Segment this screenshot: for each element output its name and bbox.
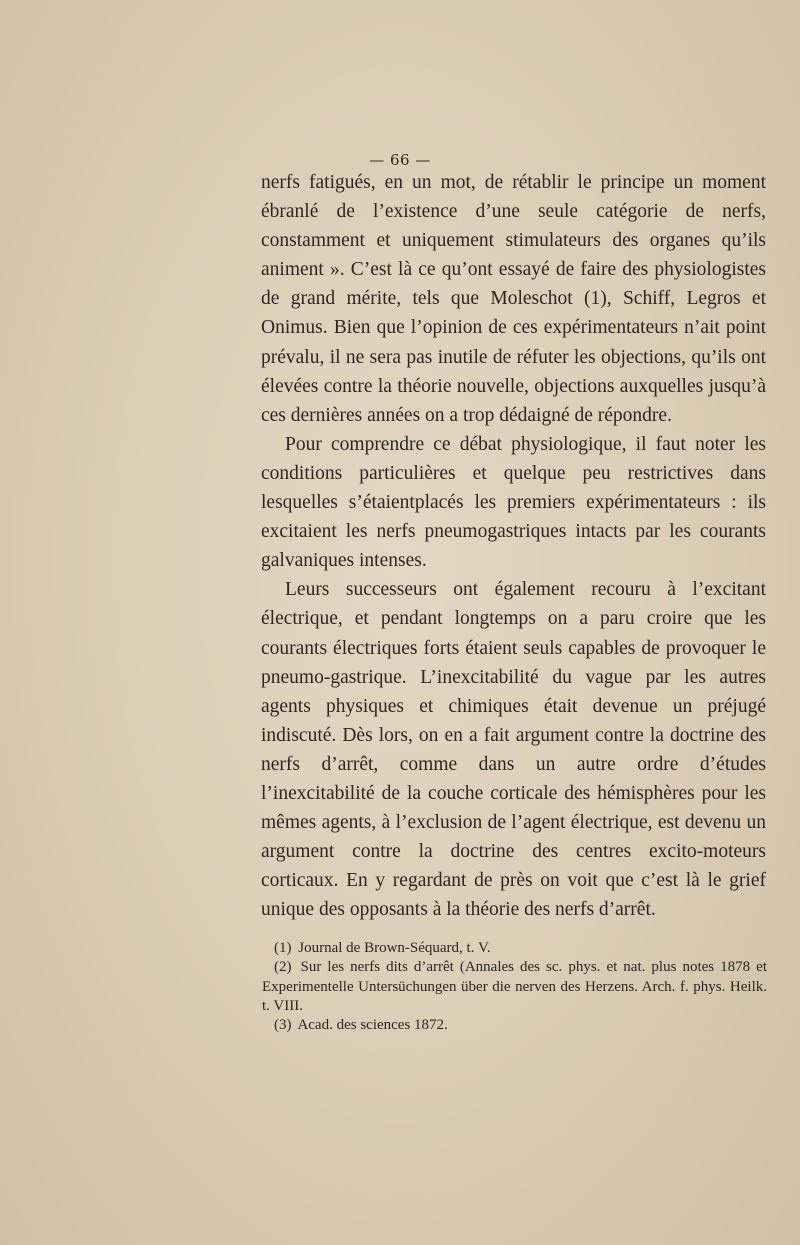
footnotes (262, 939, 767, 1035)
footnote-text: Sur les nerfs dits d’arrêt (Annales des sc. phys. et nat. plus notes 1878 et Experimentelle Untersüchungen über die nerven des Herzens. Arch. f. phys. Heilk. t. VIII. (262, 959, 768, 1014)
footnote-label: (2) (274, 959, 292, 976)
footnote-text: Acad. des sciences 1872. (297, 1017, 448, 1034)
footnote-2 (262, 958, 767, 1016)
footnote-label: (3) (274, 1017, 292, 1034)
paragraph-1: nerfs fatigués, en un mot, de rétablir le principe un moment ébranlé de l’existence d’une seule catégorie de nerfs, constamment et uniquement stimulateurs des organes qu’ils animent ». C’est là ce qu’ont essayé de faire des physiologistes de grand mérite, tels que Moleschot (1), Schiff, Legros et Onimus. Bien que l’opinion de ces expérimentateurs n’ait point prévalu, il ne sera pas inutile de réfuter les objections, qu’ils ont élevées contre la théorie nouvelle, objections auxquelles jusqu’à ces dernières années on a trop dédaigné de répondre. (261, 172, 766, 426)
footnote-3 (262, 1016, 767, 1035)
footnote-label: (1) (274, 940, 292, 956)
paragraph-2: Pour comprendre ce débat physiologique, il faut noter les conditions particulières et quelque peu restrictives dans lesquelles s’étaientplacés les premiers expérimentateurs : ils excitaient les nerfs pneumogastriques intacts par les courants galvaniques intenses. (261, 433, 766, 572)
paragraph-3: Leurs successeurs ont également recouru à l’excitant électrique, et pendant longtemps on a paru croire que les courants électriques forts étaient seuls capables de provoquer le pneumo-gastrique. L’inexcitabilité du vague par les autres agents physiques et chimiques était devenue un préjugé indiscuté. Dès lors, on en a fait argument contre la doctrine des nerfs d’arrêt, comme dans un autre ordre d’études l’inexcitabilité de la couche corticale des hémisphères pour les mêmes agents, à l’exclusion de l’agent électrique, est devenu un argument contre la doctrine des centres excito-moteurs corticaux. En y regardant de près on voit que c’est là le grief unique des opposants à la théorie des nerfs d’arrêt. (261, 579, 766, 921)
footnote-1 (262, 939, 767, 958)
page-number: — 66 — (369, 151, 431, 169)
footnote-text: Journal de Brown-Séquard, t. V. (298, 940, 491, 956)
body-text (261, 168, 766, 924)
